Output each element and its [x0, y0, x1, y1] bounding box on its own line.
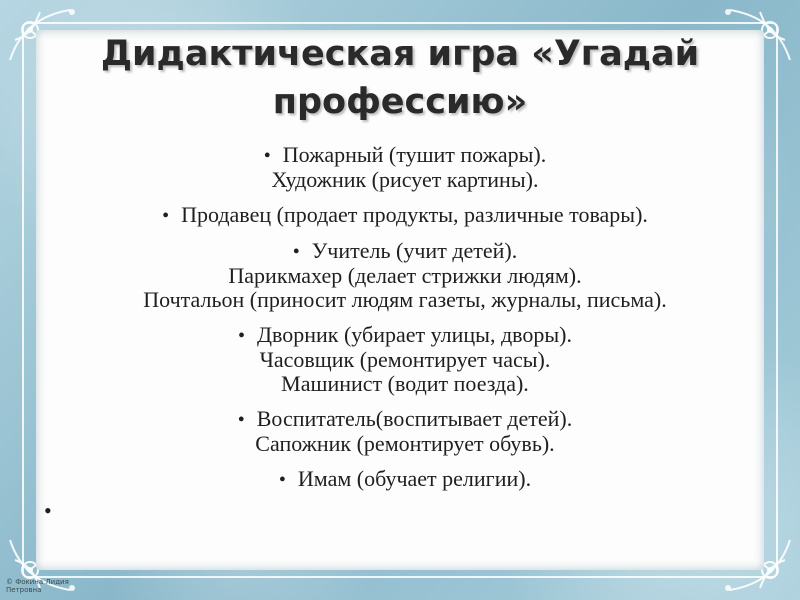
bullet-icon: •: [278, 469, 286, 491]
profession-list: [60, 143, 750, 503]
copyright-footer: [6, 578, 86, 594]
list-item: [60, 239, 750, 312]
bullet-icon: •: [263, 145, 271, 167]
list-item: [60, 143, 750, 192]
footer-line-2: Петровна: [6, 586, 42, 594]
list-item-text: Парикмахер (делает стрижки людям).: [228, 263, 582, 288]
footer-line-1: © Фокина Лидия: [6, 578, 69, 586]
list-item-text: Художник (рисует картины).: [271, 167, 539, 192]
list-item-text: Имам (обучает религии).: [297, 466, 532, 491]
list-item: [60, 323, 750, 396]
title-line-2: профессию»: [272, 82, 528, 122]
empty-bullet-icon: •: [44, 498, 52, 523]
list-item-text: Пожарный (тушит пожары).: [282, 142, 547, 167]
list-item-text: Машинист (водит поезда).: [281, 371, 529, 396]
list-item-text: Учитель (учит детей).: [311, 238, 518, 263]
list-item-text: Сапожник (ремонтирует обувь).: [255, 431, 555, 456]
list-item-text: Почтальон (приносит людям газеты, журналы, письма).: [143, 287, 667, 312]
list-item: [60, 203, 750, 228]
bullet-icon: •: [237, 409, 245, 431]
bullet-icon: •: [237, 325, 245, 347]
list-item: [60, 467, 750, 492]
title-line-1: Дидактическая игра «Угадай: [100, 34, 700, 74]
bullet-icon: •: [292, 241, 300, 263]
slide-title: [60, 30, 740, 126]
bullet-icon: •: [162, 205, 170, 227]
list-item-text: Дворник (убирает улицы, дворы).: [257, 322, 573, 347]
list-item: [60, 407, 750, 456]
list-item-text: Часовщик (ремонтирует часы).: [259, 347, 551, 372]
list-item-text: Воспитатель(воспитывает детей).: [256, 406, 573, 431]
list-item-text: Продавец (продает продукты, различные товары).: [181, 202, 648, 227]
